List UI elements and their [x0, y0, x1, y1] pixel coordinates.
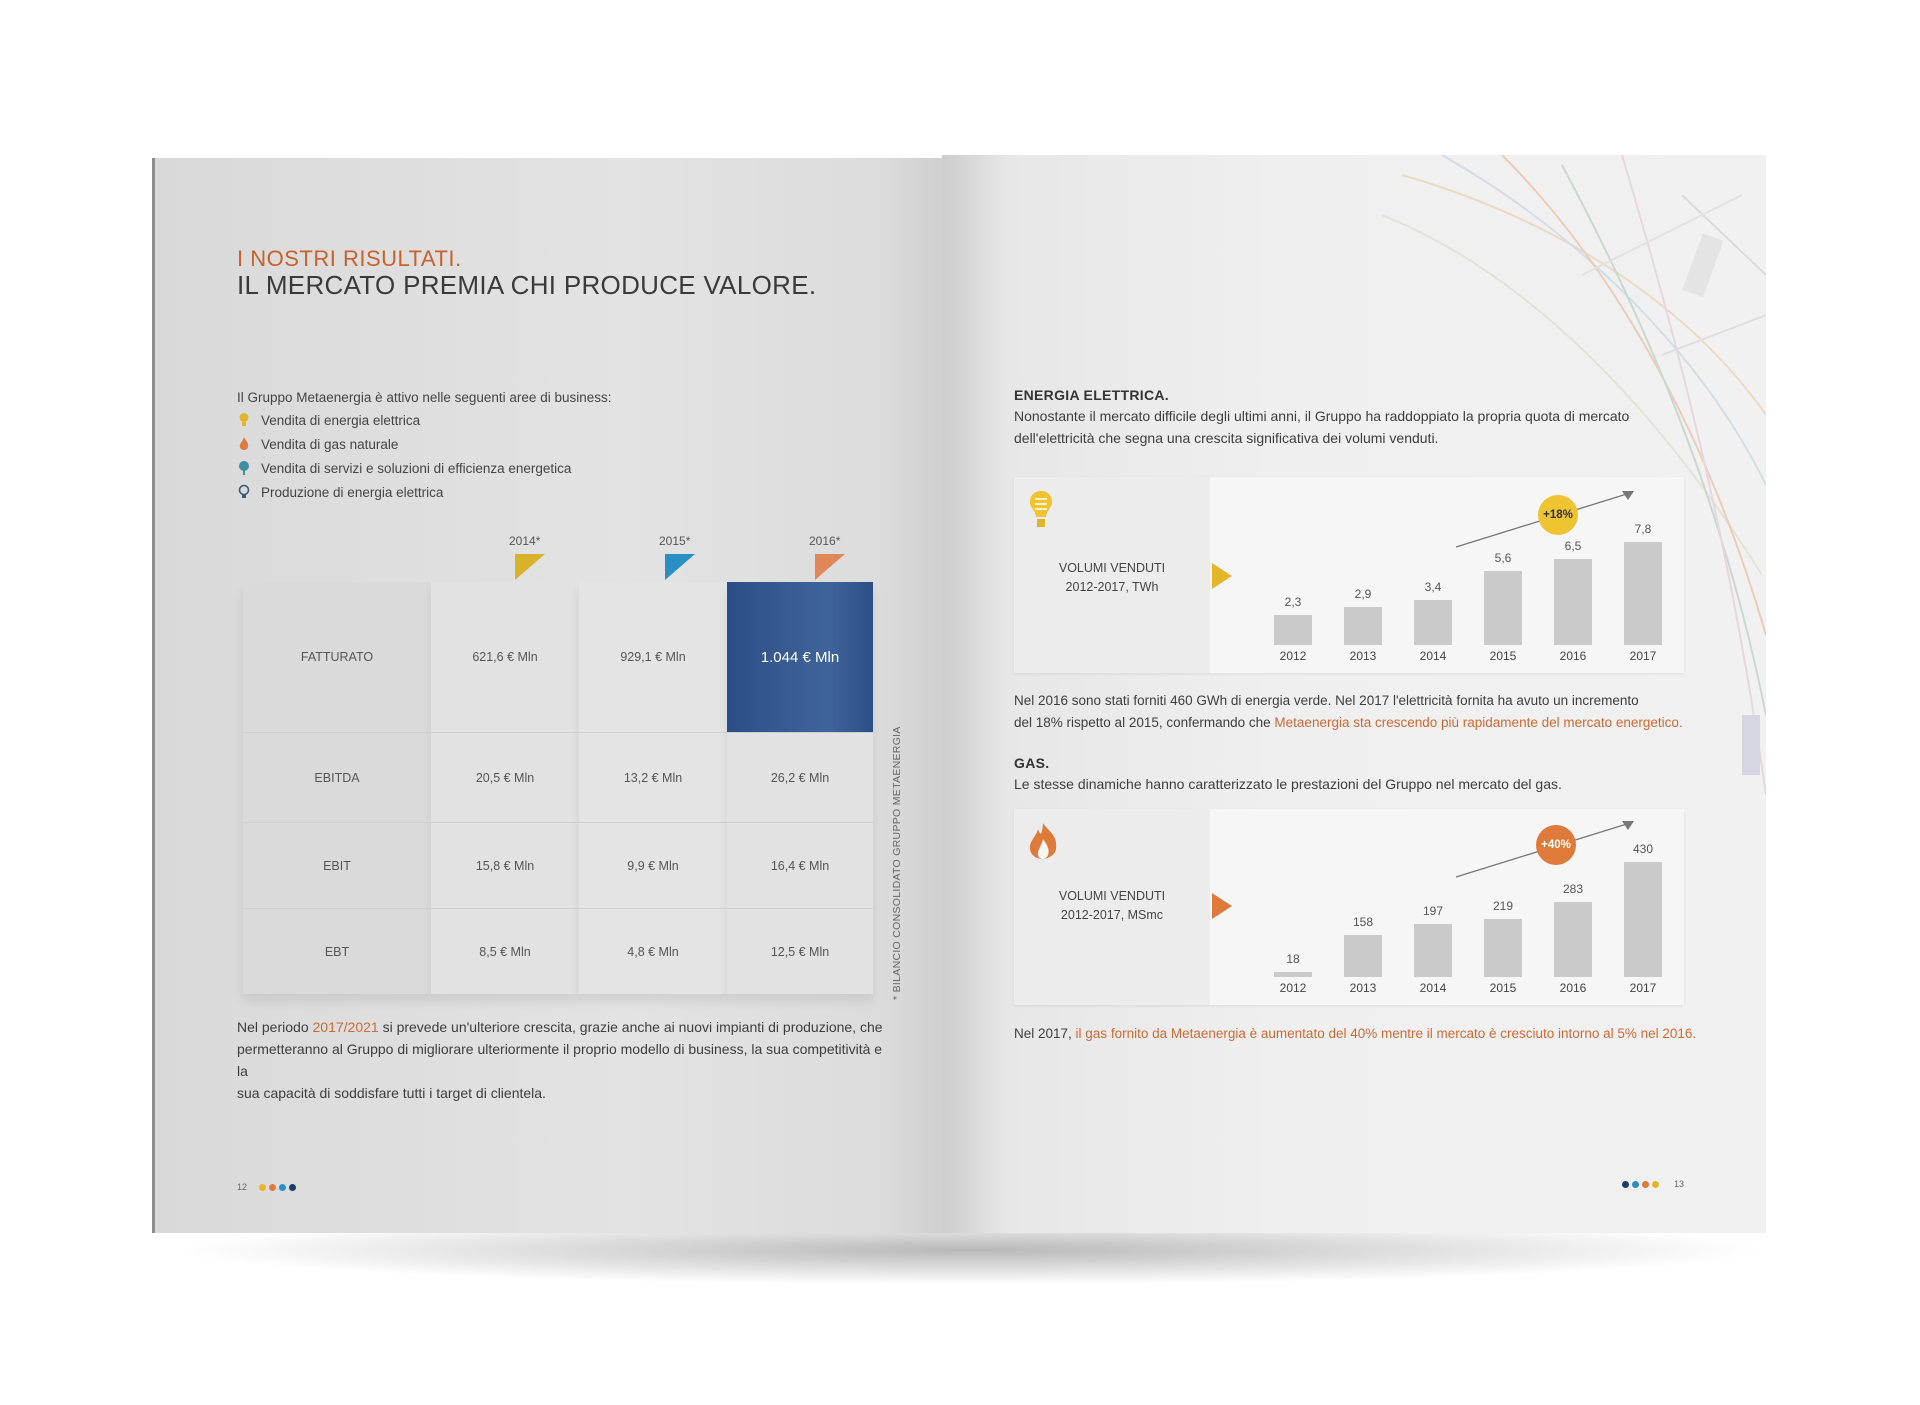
category-label: 2017	[1629, 649, 1657, 663]
chart-bar	[1624, 542, 1662, 645]
bar-value-label: 283	[1562, 881, 1584, 896]
year-flag-2015	[665, 554, 695, 580]
energy-bars	[1264, 477, 1684, 673]
category-label: 2015	[1489, 649, 1517, 663]
business-item-label: Produzione di energia elettrica	[261, 484, 444, 500]
dot	[269, 1184, 276, 1191]
table-cell: 4,8 € Mln	[627, 944, 679, 959]
bar-value-label: 219	[1492, 898, 1514, 913]
year-label: 2016*	[809, 534, 841, 548]
gas-text: Le stesse dinamiche hanno caratterizzato le prestazioni del Gruppo nel mercato del gas.	[1014, 776, 1562, 792]
bar-value-label: 2,9	[1354, 586, 1372, 601]
energy-text	[1014, 405, 1684, 449]
business-item-label: Vendita di energia elettrica	[261, 412, 421, 428]
outro-text: si prevede un'ulteriore crescita, grazie anche ai nuovi impianti di produzione, che	[378, 1019, 883, 1035]
gas-note-text: Nel 2017,	[1014, 1026, 1076, 1041]
bar-value-label: 158	[1352, 914, 1374, 929]
chart-caption-title: VOLUMI VENDUTI	[1058, 561, 1166, 575]
row-label: EBIT	[323, 858, 351, 873]
table-cell: 929,1 € Mln	[620, 650, 686, 664]
highlight-cell: 1.044 € Mln	[727, 582, 873, 732]
lightbulb-icon	[1028, 489, 1054, 533]
chart-bar	[1274, 972, 1312, 977]
bar-value-label: 18	[1286, 952, 1300, 967]
chart-bar	[1344, 935, 1382, 977]
table-cell: 621,6 € Mln	[472, 650, 538, 664]
gas-caption	[1032, 887, 1192, 925]
outro-text: permetteranno al Gruppo di migliorare ulteriormente il proprio modello di business, la sua competitività e la	[237, 1041, 883, 1079]
chart-caption-title: VOLUMI VENDUTI	[1058, 889, 1166, 903]
energy-text-line: Nonostante il mercato difficile degli ultimi anni, il Gruppo ha raddoppiato la propria quota di mercato	[1014, 408, 1630, 424]
category-label: 2012	[1279, 981, 1307, 995]
outro-text: Nel periodo	[237, 1019, 313, 1035]
energy-note-line: Nel 2016 sono stati forniti 460 GWh di energia verde. Nel 2017 l'elettricità fornita ha avuto un incremento	[1014, 693, 1639, 708]
category-label: 2014	[1419, 649, 1447, 663]
page-number: 13	[1674, 1179, 1685, 1189]
table-cell: 9,9 € Mln	[627, 858, 679, 873]
energy-title: ENERGIA ELETTRICA.	[1014, 387, 1169, 403]
footer-dots	[259, 1178, 299, 1196]
growth-badge: +40%	[1536, 825, 1576, 865]
category-label: 2016	[1559, 649, 1587, 663]
section-kicker: I NOSTRI RISULTATI.	[237, 246, 462, 271]
bulb-outline-icon	[237, 484, 251, 500]
chart-bar	[1414, 600, 1452, 645]
business-list	[237, 408, 571, 504]
row-label: EBT	[324, 944, 350, 959]
flame-icon	[237, 436, 251, 452]
row-label: EBITDA	[314, 770, 360, 785]
table-cell: 13,2 € Mln	[623, 770, 683, 785]
bar-value-label: 7,8	[1634, 522, 1652, 537]
bar-value-label: 3,4	[1424, 580, 1442, 595]
bar-value-label: 197	[1422, 904, 1444, 919]
table-footnote: * BILANCIO CONSOLIDATO GRUPPO METAENERGIA	[891, 726, 903, 1000]
category-label: 2013	[1349, 649, 1377, 663]
energy-caption	[1032, 559, 1192, 597]
outro-paragraph	[237, 1016, 887, 1104]
category-label: 2012	[1279, 649, 1307, 663]
energy-chart	[1014, 477, 1684, 673]
bar-value-label: 6,5	[1564, 539, 1582, 554]
outro-text: sua capacità di soddisfare tutti i target di clientela.	[237, 1085, 546, 1101]
table-cell: 20,5 € Mln	[475, 770, 535, 785]
business-item-label: Vendita di servizi e soluzioni di efficienza energetica	[261, 460, 572, 476]
row-label: FATTURATO	[300, 650, 374, 664]
footer-dots	[1622, 1175, 1662, 1193]
year-label: 2014*	[509, 534, 541, 548]
chart-caption-unit: 2012-2017, TWh	[1065, 580, 1159, 594]
dot	[1632, 1181, 1639, 1188]
category-label: 2013	[1349, 981, 1377, 995]
dot	[289, 1184, 296, 1191]
table-cell: 26,2 € Mln	[770, 770, 830, 785]
chart-bar	[1624, 862, 1662, 977]
dot	[279, 1184, 286, 1191]
gas-bars	[1264, 809, 1684, 1005]
table-cell: 8,5 € Mln	[479, 944, 531, 959]
business-item-label: Vendita di gas naturale	[261, 436, 399, 452]
business-item	[237, 408, 571, 432]
bar-value-label: 2,3	[1284, 594, 1302, 609]
energy-note-highlight: Metaenergia sta crescendo più rapidamente del mercato energetico.	[1274, 715, 1683, 730]
bar-value-label: 5,6	[1494, 551, 1512, 566]
energy-note	[1014, 690, 1694, 734]
business-item	[237, 456, 571, 480]
dot	[1622, 1181, 1629, 1188]
flame-icon	[1026, 821, 1060, 865]
category-label: 2014	[1419, 981, 1447, 995]
dot	[259, 1184, 266, 1191]
year-flag-2016	[815, 554, 845, 580]
chart-bar	[1554, 902, 1592, 977]
chart-bar	[1344, 607, 1382, 645]
energy-note-line: del 18% rispetto al 2015, confermando che	[1014, 715, 1275, 730]
business-item	[237, 432, 571, 456]
page-footer	[1622, 1175, 1684, 1193]
gas-note	[1014, 1023, 1704, 1045]
chart-bar	[1484, 571, 1522, 645]
gas-note-highlight: il gas fornito da Metaenergia è aumentato del 40% mentre il mercato è cresciuto intorno al 5% nel 2016.	[1075, 1026, 1697, 1041]
page-footer	[237, 1178, 299, 1196]
caption-arrow	[1212, 563, 1232, 589]
table-cell: 15,8 € Mln	[475, 858, 535, 873]
table-cell: 12,5 € Mln	[770, 944, 830, 959]
gas-chart	[1014, 809, 1684, 1005]
left-page	[152, 158, 942, 1233]
category-label: 2016	[1559, 981, 1587, 995]
category-label: 2017	[1629, 981, 1657, 995]
energy-text-line: dell'elettricità che segna una crescita significativa dei volumi venduti.	[1014, 430, 1439, 446]
chart-bar	[1414, 924, 1452, 977]
page-number: 12	[237, 1182, 248, 1192]
dot	[1652, 1181, 1659, 1188]
lightbulb-icon	[237, 412, 251, 428]
results-table	[243, 534, 873, 968]
intro-text: Il Gruppo Metaenergia è attivo nelle seguenti aree di business:	[237, 390, 612, 405]
category-label: 2015	[1489, 981, 1517, 995]
page-headline: IL MERCATO PREMIA CHI PRODUCE VALORE.	[237, 270, 817, 300]
chart-bar	[1554, 559, 1592, 645]
bar-value-label: 430	[1632, 842, 1654, 857]
chart-caption-unit: 2012-2017, MSmc	[1060, 908, 1164, 922]
growth-badge: +18%	[1538, 495, 1578, 535]
house-tree-icon	[237, 460, 251, 476]
right-page	[942, 155, 1766, 1233]
chart-bar	[1274, 615, 1312, 645]
year-flag-2014	[515, 554, 545, 580]
caption-arrow	[1212, 893, 1232, 919]
dot	[1642, 1181, 1649, 1188]
table-cell: 16,4 € Mln	[770, 858, 830, 873]
outro-highlight: 2017/2021	[312, 1019, 379, 1035]
business-item	[237, 480, 571, 504]
gas-title: GAS.	[1014, 755, 1050, 771]
chart-bar	[1484, 919, 1522, 977]
year-label: 2015*	[659, 534, 691, 548]
